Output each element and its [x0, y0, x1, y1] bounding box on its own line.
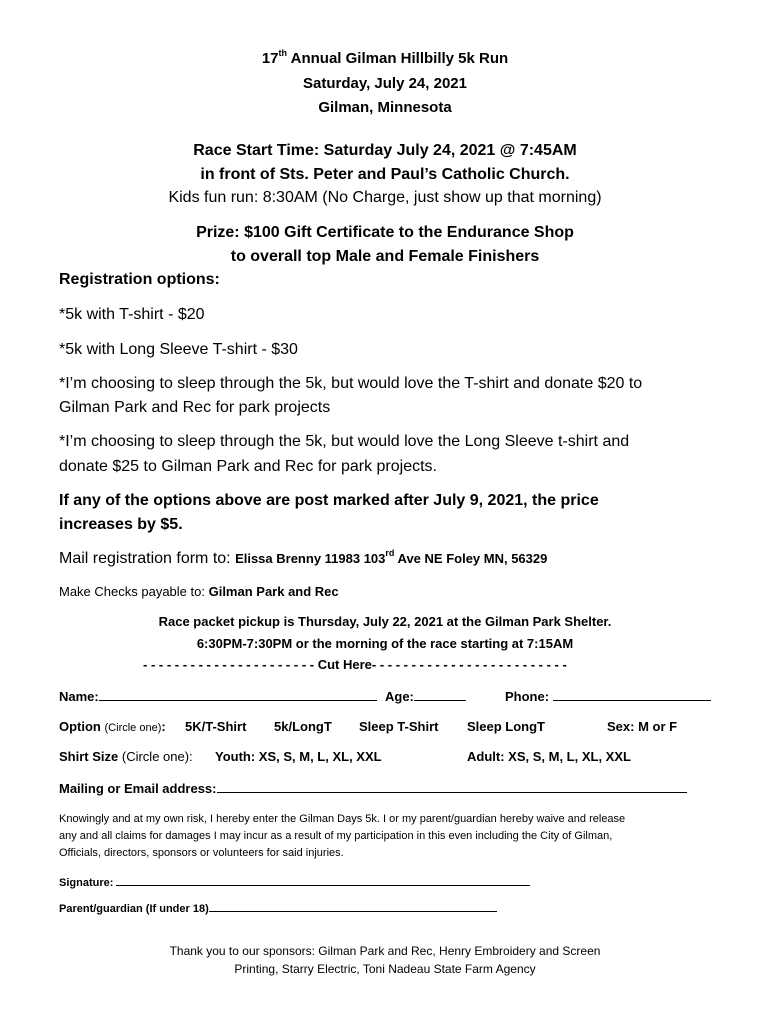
mail-registration: Mail registration form to: Elissa Brenny 11983 103rd Ave NE Foley MN, 56329 [59, 548, 548, 567]
shirt-size-label: Shirt Size (Circle one): [59, 749, 193, 764]
race-start-place: in front of Sts. Peter and Paul’s Catholic Church. [200, 166, 570, 183]
race-start-time: Race Start Time: Saturday July 24, 2021 @ 7:45AM [193, 142, 577, 159]
waiver-text: Knowingly and at my own risk, I hereby enter the Gilman Days 5k. I or my parent/guardian hereby waive and release any and all claims for damages I may incur as a result of my participation in this even including the City of Gilman, Officials, directors, sponsors or volunteers for said injuries. [59, 813, 626, 859]
registration-option: *I’m choosing to sleep through the 5k, but would love the T-shirt and donate $20 to [59, 375, 643, 392]
registration-option: *5k with Long Sleeve T-shirt - $30 [59, 341, 298, 358]
registration-option: *I’m choosing to sleep through the 5k, but would love the Long Sleeve t-shirt and [59, 433, 630, 450]
registration-heading: Registration options: [59, 271, 220, 288]
option-sleep-longt[interactable]: Sleep LongT [467, 719, 545, 734]
registration-option-cont: donate $25 to Gilman Park and Rec for park projects. [59, 458, 437, 475]
make-checks: Make Checks payable to: Gilman Park and Rec [59, 584, 339, 599]
late-fee-notice: If any of the options above are post marked after July 9, 2021, the price [59, 492, 599, 509]
age-field[interactable]: Age: [385, 688, 466, 704]
late-fee-notice-cont: increases by $5. [59, 516, 183, 533]
guardian-signature-field[interactable]: Parent/guardian (If under 18) [59, 901, 497, 915]
name-field[interactable]: Name: [59, 688, 377, 704]
cut-here-line: - - - - - - - - - - - - - - - - - - - - - - Cut Here- - - - - - - - - - - - - - - - - - - - - - - - - [143, 657, 567, 672]
youth-sizes[interactable]: Youth: XS, S, M, L, XL, XXL [215, 749, 382, 764]
option-label: Option (Circle one): [59, 719, 166, 734]
sex-choice[interactable]: Sex: M or F [607, 719, 678, 734]
packet-pickup: Race packet pickup is Thursday, July 22, 2021 at the Gilman Park Shelter. [158, 614, 612, 629]
option-5k-longt[interactable]: 5k/LongT [274, 719, 332, 734]
sponsors-line1: Thank you to our sponsors: Gilman Park and Rec, Henry Embroidery and Screen [169, 944, 601, 958]
registration-option-cont: Gilman Park and Rec for park projects [59, 399, 331, 416]
event-date: Saturday, July 24, 2021 [303, 75, 467, 92]
prize-line2: to overall top Male and Female Finishers [230, 248, 540, 265]
kids-fun-run: Kids fun run: 8:30AM (No Charge, just show up that morning) [168, 189, 602, 206]
prize-line1: Prize: $100 Gift Certificate to the Endurance Shop [196, 224, 574, 241]
signature-field[interactable]: Signature: [59, 875, 530, 889]
registration-option: *5k with T-shirt - $20 [59, 306, 205, 323]
option-sleep-tshirt[interactable]: Sleep T-Shirt [359, 719, 439, 734]
packet-pickup-times: 6:30PM-7:30PM or the morning of the race starting at 7:15AM [196, 636, 574, 651]
mail-address: Elissa Brenny 11983 103rd Ave NE Foley MN, 56329 [235, 548, 548, 566]
event-location: Gilman, Minnesota [318, 99, 452, 116]
event-title: 17th Annual Gilman Hillbilly 5k Run [261, 48, 509, 67]
adult-sizes[interactable]: Adult: XS, S, M, L, XL, XXL [467, 749, 631, 764]
sponsors-line2: Printing, Starry Electric, Toni Nadeau State Farm Agency [234, 962, 536, 976]
option-5k-tshirt[interactable]: 5K/T-Shirt [185, 719, 247, 734]
mailing-address-field[interactable]: Mailing or Email address: [59, 780, 687, 796]
phone-field[interactable]: Phone: [505, 688, 711, 704]
